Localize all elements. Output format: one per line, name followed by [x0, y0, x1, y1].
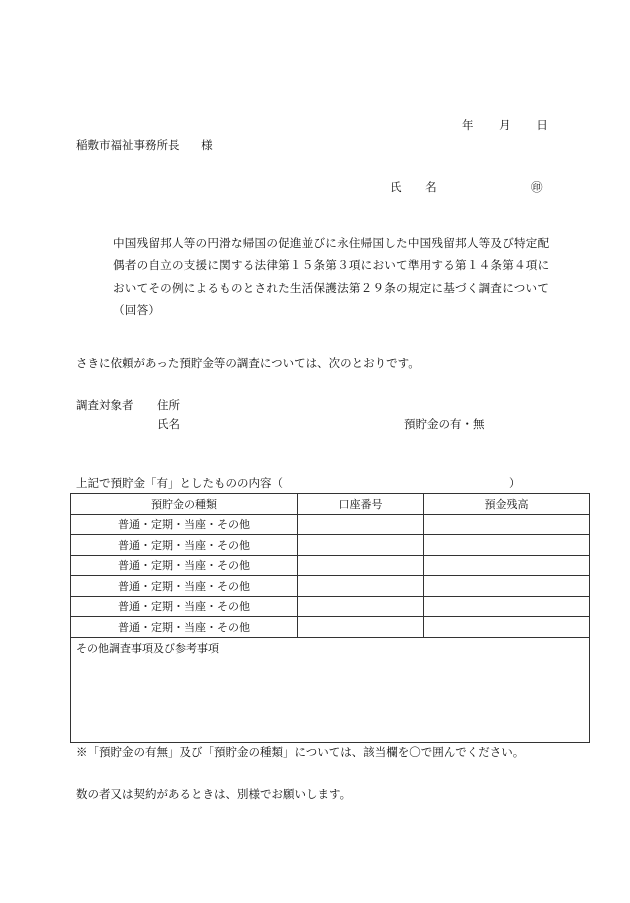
signer-line — [390, 180, 437, 194]
subject-person-label: 調査対象者 — [76, 398, 134, 412]
remarks-row — [71, 637, 590, 742]
addressee-name: 稲敷市福祉事務所長 — [76, 138, 180, 152]
type-cell[interactable]: 普通・定期・当座・その他 — [71, 617, 298, 638]
seal-mark: ㊞ — [531, 180, 543, 194]
savings-table — [70, 493, 590, 743]
table-row — [71, 576, 590, 597]
table-row — [71, 596, 590, 617]
type-cell[interactable]: 普通・定期・当座・その他 — [71, 555, 298, 576]
balance-cell[interactable] — [424, 576, 590, 597]
header-balance: 預金残高 — [424, 494, 590, 515]
table-row — [71, 535, 590, 556]
honorific: 様 — [201, 138, 213, 152]
details-caption-close: ） — [509, 476, 521, 490]
account-cell[interactable] — [298, 596, 424, 617]
type-cell[interactable]: 普通・定期・当座・その他 — [71, 535, 298, 556]
balance-cell[interactable] — [424, 617, 590, 638]
account-cell[interactable] — [298, 617, 424, 638]
header-type: 預貯金の種類 — [71, 494, 298, 515]
savings-presence: 預貯金の有・無 — [404, 417, 485, 431]
table-row — [71, 617, 590, 638]
table-row — [71, 555, 590, 576]
name-label-1: 氏 — [390, 180, 402, 194]
balance-cell[interactable] — [424, 555, 590, 576]
name-label-2: 名 — [425, 180, 437, 194]
year-label: 年 — [462, 118, 474, 132]
account-cell[interactable] — [298, 555, 424, 576]
balance-cell[interactable] — [424, 514, 590, 535]
balance-cell[interactable] — [424, 535, 590, 556]
account-cell[interactable] — [298, 576, 424, 597]
subject-paragraph — [113, 232, 553, 322]
header-account: 口座番号 — [298, 494, 424, 515]
account-cell[interactable] — [298, 514, 424, 535]
table-row — [71, 514, 590, 535]
remarks-label: その他調査事項及び参考事項 — [76, 641, 219, 655]
remarks-cell[interactable] — [71, 637, 590, 742]
type-cell[interactable]: 普通・定期・当座・その他 — [71, 596, 298, 617]
details-caption: 上記で預貯金「有」としたものの内容（ — [76, 476, 283, 490]
table-header-row — [71, 494, 590, 515]
address-label: 住所 — [157, 398, 180, 412]
subject-line: 偶者の自立の支援に関する法律第１５条第３項において準用する第１４条第４項に — [113, 258, 550, 273]
day-label: 日 — [536, 118, 548, 132]
subject-line: おいてその例によるものとされた生活保護法第２９条の規定に基づく調査について — [113, 280, 550, 295]
closing-note: 数の者又は契約があるときは、別様でお願いします。 — [76, 787, 352, 801]
type-cell[interactable]: 普通・定期・当座・その他 — [71, 576, 298, 597]
account-cell[interactable] — [298, 535, 424, 556]
month-label: 月 — [499, 118, 511, 132]
subject-line: （回答） — [113, 303, 161, 318]
person-name-label: 氏名 — [157, 417, 180, 431]
footnote: ※「預貯金の有無」及び「預貯金の種類」については、該当欄を〇で囲んでください。 — [76, 745, 525, 759]
date-line — [462, 118, 548, 132]
addressee — [76, 138, 213, 152]
balance-cell[interactable] — [424, 596, 590, 617]
intro-text: さきに依頼があった預貯金等の調査については、次のとおりです。 — [76, 356, 420, 370]
type-cell[interactable]: 普通・定期・当座・その他 — [71, 514, 298, 535]
subject-line: 中国残留邦人等の円滑な帰国の促進並びに永住帰国した中国残留邦人等及び特定配 — [113, 236, 550, 250]
